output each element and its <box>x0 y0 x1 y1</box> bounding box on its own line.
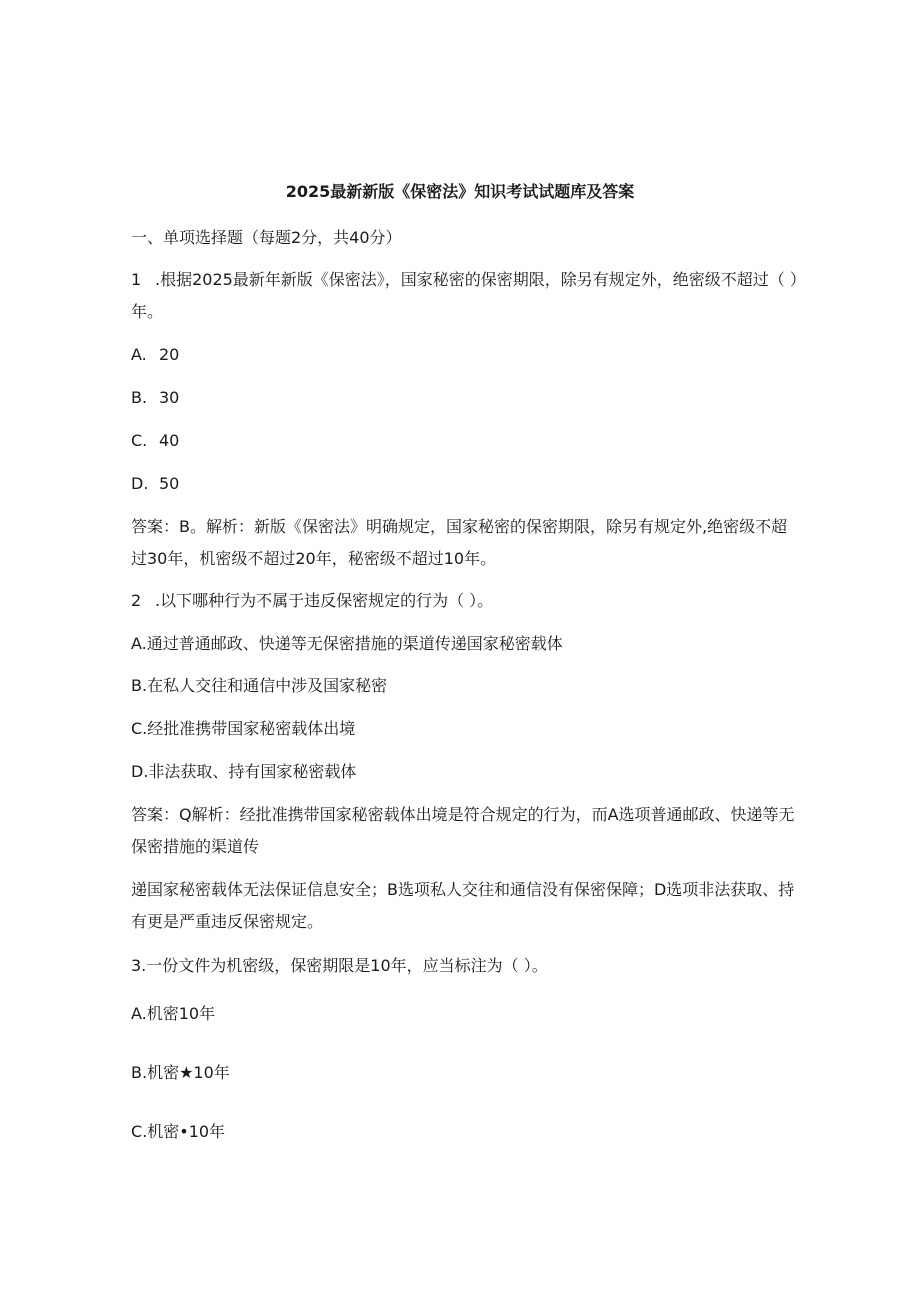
answer-2: 答案：Q解析：经批准携带国家秘密载体出境是符合规定的行为，而A选项普通邮政、快递等无保密措施的渠道传 <box>131 805 795 856</box>
option-letter: D. <box>131 474 149 493</box>
option-2-d: D.非法获取、持有国家秘密载体 <box>131 762 357 781</box>
option-1-d <box>131 468 801 500</box>
option-2-b: B.在私人交往和通信中涉及国家秘密 <box>131 676 388 695</box>
option-letter: B. <box>131 388 148 407</box>
option-3-c: C.机密•10年 <box>131 1122 226 1141</box>
option-3-b: B.机密★10年 <box>131 1063 230 1082</box>
option-value: 50 <box>159 474 180 493</box>
answer-2-continued: 递国家秘密载体无法保证信息安全；B选项私人交往和通信没有保密保障；D选项非法获取、持有更是严重违反保密规定。 <box>131 880 795 931</box>
option-letter: A. <box>131 345 147 364</box>
question-stem: .以下哪种行为不属于违反保密规定的行为（ ）。 <box>155 591 494 610</box>
question-3-text: 3.一份文件为机密级，保密期限是10年，应当标注为（ ）。 <box>131 956 548 975</box>
document-title: 2025最新新版《保密法》知识考试试题库及答案 <box>285 182 635 201</box>
option-letter: C. <box>131 431 148 450</box>
question-stem: .根据2025最新年新版《保密法》，国家秘密的保密期限，除另有规定外，绝密级不超过（ ）年。 <box>131 270 798 321</box>
option-1-b <box>131 382 801 414</box>
question-number: 2 <box>131 591 142 610</box>
option-2-a: A.通过普通邮政、快递等无保密措施的渠道传递国家秘密载体 <box>131 634 563 653</box>
option-1-c <box>131 425 801 457</box>
option-2-c: C.经批准携带国家秘密载体出境 <box>131 719 356 738</box>
option-value: 30 <box>159 388 180 407</box>
option-value: 40 <box>159 431 180 450</box>
option-3-a: A.机密10年 <box>131 1004 216 1023</box>
option-1-a <box>131 339 801 371</box>
option-value: 20 <box>159 345 180 364</box>
section-heading: 一、单项选择题（每题2分，共40分） <box>131 228 402 247</box>
question-2-text <box>131 585 801 617</box>
answer-1: 答案：B。解析：新版《保密法》明确规定，国家秘密的保密期限，除另有规定外,绝密级不超过30年，机密级不超过20年，秘密级不超过10年。 <box>131 517 788 568</box>
question-1-text <box>131 264 801 328</box>
question-number: 1 <box>131 270 142 289</box>
